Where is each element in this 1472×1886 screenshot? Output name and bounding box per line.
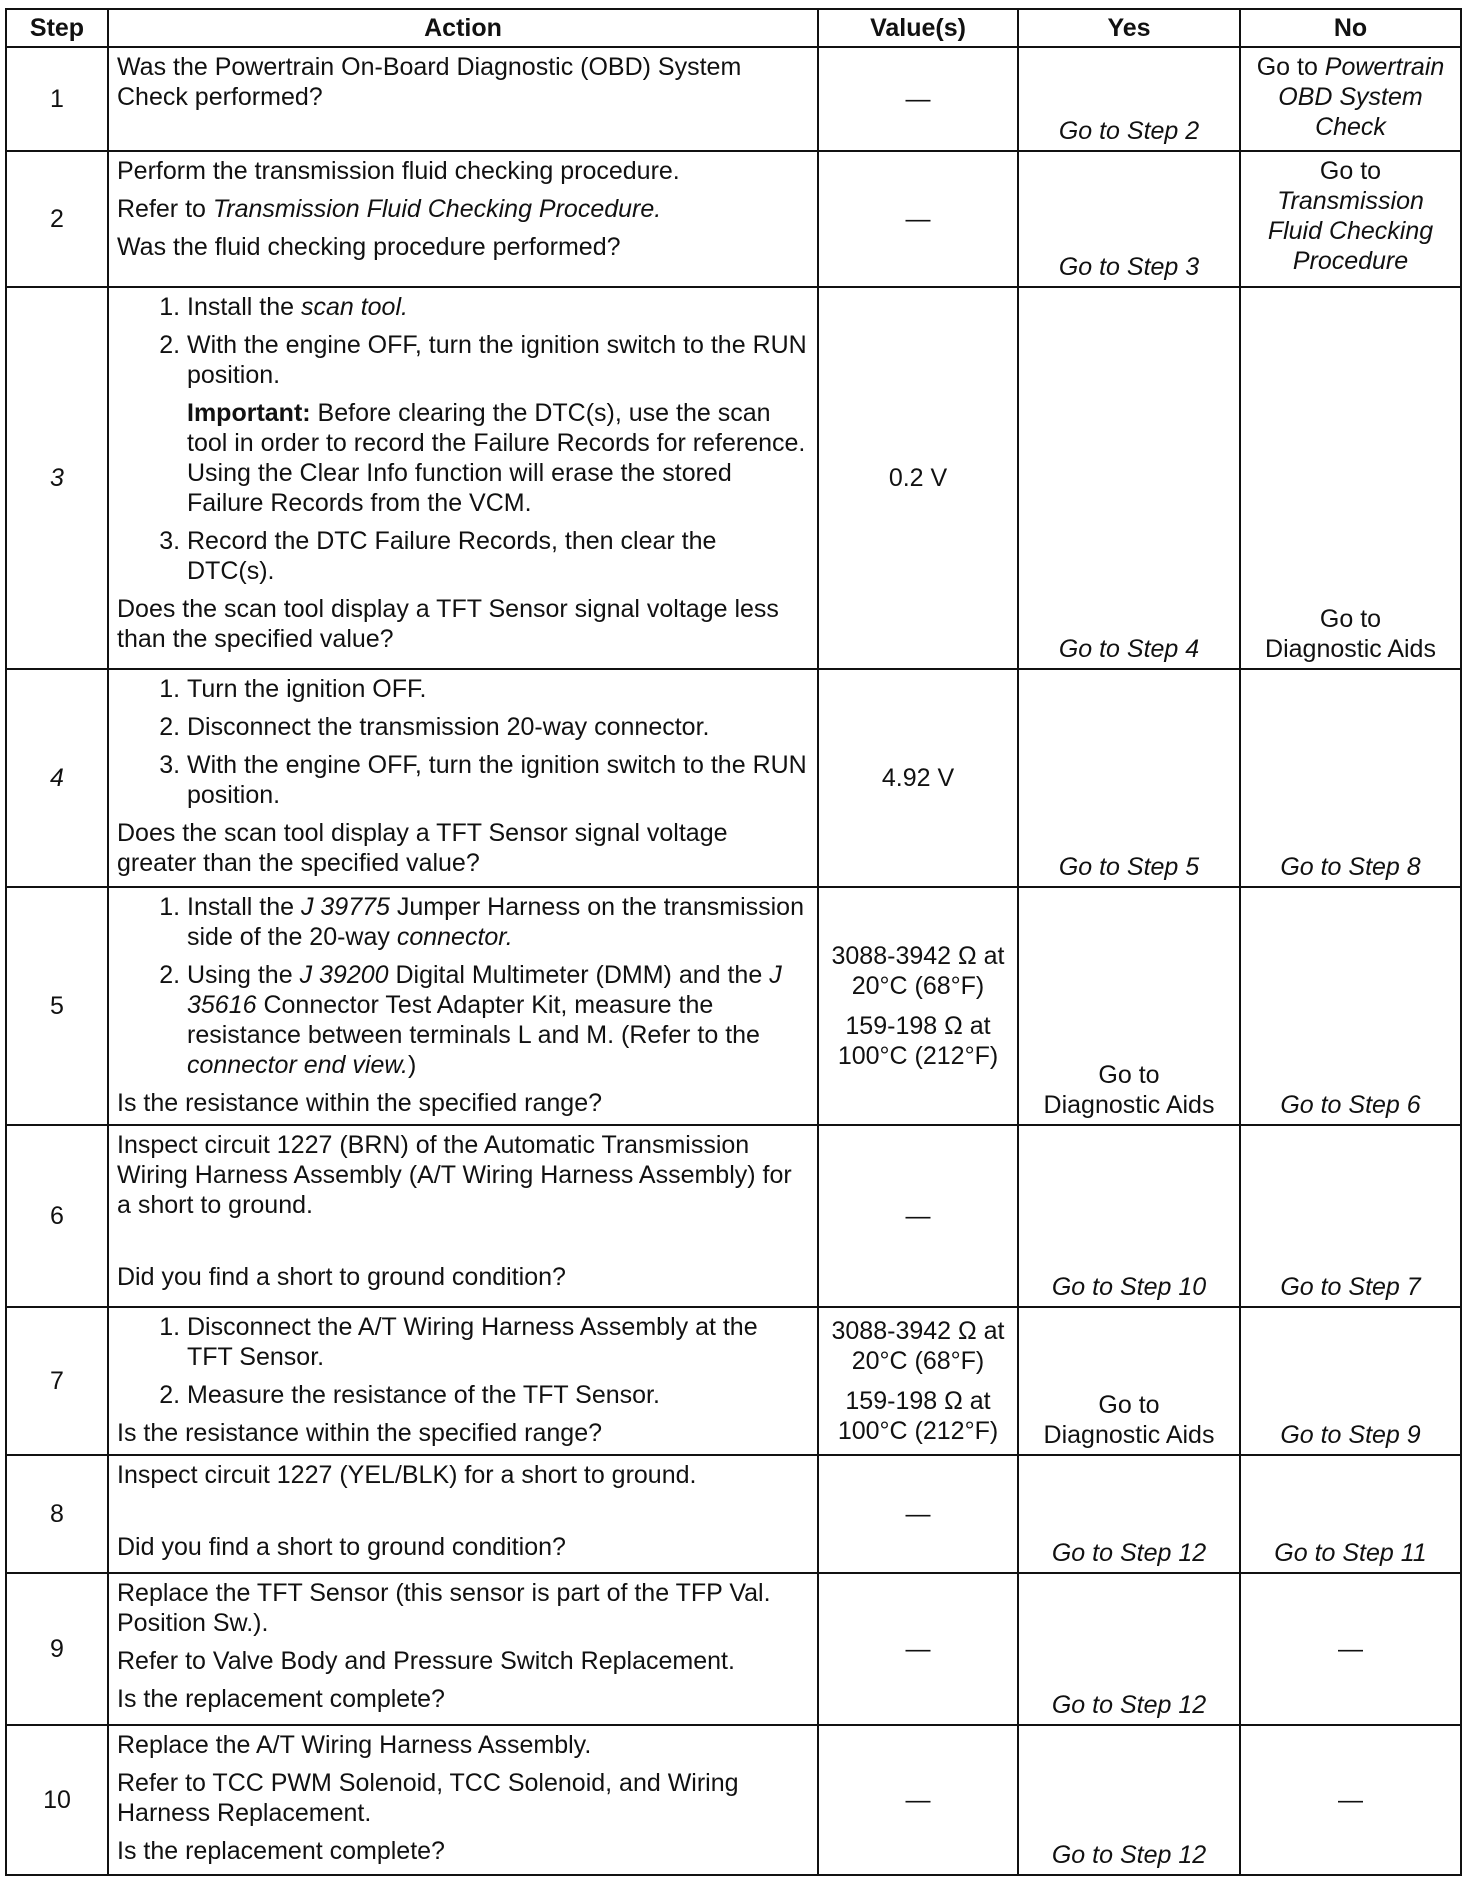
header-action: Action <box>108 9 818 47</box>
value-cell: 0.2 V <box>818 287 1018 669</box>
list-item-ref: connector. <box>396 923 513 951</box>
action-question: Does the scan tool display a TFT Sensor signal voltage less than the specified value? <box>117 595 779 653</box>
tool-ref: J 39200 <box>299 961 389 989</box>
no-text-link: Transmission Fluid Checking Procedure <box>1267 187 1434 275</box>
header-yes: Yes <box>1018 9 1240 47</box>
action-list <box>117 526 809 586</box>
step-number: 3 <box>6 287 108 669</box>
header-row <box>6 9 1461 47</box>
table-row <box>6 1725 1461 1875</box>
yes-cell: Go to Step 10 <box>1018 1125 1240 1307</box>
important-text: Before clearing the DTC(s), use the scan tool in order to record the Failure Records for reference. Using the Clear Info function will erase the stored Failure Records from the VCM. <box>187 399 806 517</box>
list-item-ref: scan tool. <box>300 293 408 321</box>
yes-cell: Go to Step 12 <box>1018 1573 1240 1725</box>
action-question: Is the replacement complete? <box>117 1837 445 1865</box>
table-row <box>6 1125 1461 1307</box>
table-row <box>6 1573 1461 1725</box>
yes-cell <box>1018 887 1240 1125</box>
header-no: No <box>1240 9 1461 47</box>
action-text: Refer to TCC PWM Solenoid, TCC Solenoid, and Wiring Harness Replacement. <box>117 1769 739 1827</box>
yes-text-plain: Go to <box>1098 1391 1160 1419</box>
action-question: Did you find a short to ground condition? <box>117 1263 566 1291</box>
no-text-plain: Go to <box>1319 157 1382 185</box>
action-text-plain: Refer to <box>117 195 213 223</box>
list-item <box>187 960 809 1080</box>
header-step: Step <box>6 9 108 47</box>
no-text-link: Diagnostic Aids <box>1265 635 1436 663</box>
list-item: 3. Record the DTC Failure Records, then clear the DTC(s). <box>187 526 809 586</box>
action-question: Is the resistance within the specified range? <box>117 1419 602 1447</box>
yes-cell: Go to Step 12 <box>1018 1455 1240 1573</box>
no-text-link: Powertrain OBD System Check <box>1278 53 1445 141</box>
value-cell: — <box>818 1125 1018 1307</box>
yes-cell: Go to Step 3 <box>1018 151 1240 287</box>
action-cell <box>108 1307 818 1455</box>
yes-text-plain: Go to <box>1098 1061 1160 1089</box>
action-cell <box>108 1125 818 1307</box>
no-cell <box>1240 47 1461 151</box>
list-item <box>187 292 809 322</box>
action-text-ref: Transmission Fluid Checking Procedure. <box>212 195 662 223</box>
list-item: 1. Turn the ignition OFF. <box>187 674 809 704</box>
action-cell <box>108 1455 818 1573</box>
table-row <box>6 47 1461 151</box>
list-item-text: ) <box>407 1051 417 1079</box>
list-item: 3. With the engine OFF, turn the ignition switch to the RUN position. <box>187 750 809 810</box>
list-item-text: Install the <box>187 893 301 921</box>
action-text: Was the Powertrain On-Board Diagnostic (OBD) System Check performed? <box>117 53 742 111</box>
table-row <box>6 287 1461 669</box>
action-list <box>117 292 809 390</box>
no-cell: Go to Step 9 <box>1240 1307 1461 1455</box>
yes-text-link: Diagnostic Aids <box>1043 1091 1215 1119</box>
action-text <box>117 194 809 224</box>
yes-text-link: Diagnostic Aids <box>1043 1421 1215 1449</box>
no-cell: Go to Step 11 <box>1240 1455 1461 1573</box>
header-values: Value(s) <box>818 9 1018 47</box>
yes-cell: Go to Step 5 <box>1018 669 1240 887</box>
action-question: Is the resistance within the specified range? <box>117 1089 602 1117</box>
step-number: 1 <box>6 47 108 151</box>
no-cell: — <box>1240 1573 1461 1725</box>
value-cell: 4.92 V <box>818 669 1018 887</box>
no-cell <box>1240 151 1461 287</box>
list-item-text: Digital Multimeter (DMM) and the <box>388 961 770 989</box>
table-row <box>6 151 1461 287</box>
value-cell: — <box>818 1725 1018 1875</box>
value-cell <box>818 887 1018 1125</box>
no-text-plain: Go to <box>1319 605 1382 633</box>
no-cell: Go to Step 6 <box>1240 887 1461 1125</box>
value-cell: — <box>818 151 1018 287</box>
no-cell: — <box>1240 1725 1461 1875</box>
no-cell: Go to Step 7 <box>1240 1125 1461 1307</box>
spacer <box>117 1228 809 1262</box>
action-text: Perform the transmission fluid checking procedure. <box>117 157 680 185</box>
tool-ref: J 35616 <box>187 961 782 1019</box>
action-question: Is the replacement complete? <box>117 1685 445 1713</box>
no-text-plain: Go to <box>1256 53 1325 81</box>
value-cell: — <box>818 1573 1018 1725</box>
table-row <box>6 887 1461 1125</box>
table-row <box>6 1307 1461 1455</box>
action-list <box>117 892 809 1080</box>
list-item-text: Install the <box>187 293 301 321</box>
yes-cell: Go to Step 12 <box>1018 1725 1240 1875</box>
important-note <box>187 398 809 518</box>
step-number: 6 <box>6 1125 108 1307</box>
list-item-ref: connector end view. <box>187 1051 408 1079</box>
list-item-text: Jumper Harness on the transmission side of the 20-way <box>187 893 804 951</box>
diagnostic-table-wrapper <box>5 8 1460 1876</box>
list-item-text: Connector Test Adapter Kit, measure the resistance between terminals L and M. (Refer to the <box>187 991 760 1049</box>
step-number: 5 <box>6 887 108 1125</box>
action-question: Does the scan tool display a TFT Sensor signal voltage greater than the specified value? <box>117 819 728 877</box>
action-question: Was the fluid checking procedure performed? <box>117 233 621 261</box>
value-cell: — <box>818 47 1018 151</box>
action-text: Replace the A/T Wiring Harness Assembly. <box>117 1731 592 1759</box>
yes-cell <box>1018 1307 1240 1455</box>
value-line: 3088-3942 Ω at 20°C (68°F) <box>831 1317 1005 1375</box>
list-item: 2. Disconnect the transmission 20-way connector. <box>187 712 809 742</box>
action-cell <box>108 887 818 1125</box>
tool-ref: J 39775 <box>300 893 390 921</box>
no-cell: Go to Step 8 <box>1240 669 1461 887</box>
list-item: 2. With the engine OFF, turn the ignition switch to the RUN position. <box>187 330 809 390</box>
action-list <box>117 674 809 810</box>
table-row <box>6 1455 1461 1573</box>
list-item: 2. Measure the resistance of the TFT Sensor. <box>187 1380 809 1410</box>
value-line: 159-198 Ω at 100°C (212°F) <box>837 1012 999 1070</box>
yes-cell: Go to Step 2 <box>1018 47 1240 151</box>
value-cell: — <box>818 1455 1018 1573</box>
step-number: 2 <box>6 151 108 287</box>
list-item-text: Using the <box>187 961 300 989</box>
list-item <box>187 892 809 952</box>
action-cell <box>108 1725 818 1875</box>
action-text: Replace the TFT Sensor (this sensor is part of the TFP Val. Position Sw.). <box>117 1579 771 1637</box>
action-text: Inspect circuit 1227 (YEL/BLK) for a short to ground. <box>117 1461 697 1489</box>
action-cell <box>108 669 818 887</box>
step-number: 4 <box>6 669 108 887</box>
action-text: Inspect circuit 1227 (BRN) of the Automatic Transmission Wiring Harness Assembly (A/T Wiring Harness Assembly) for a short to ground. <box>117 1131 792 1219</box>
step-number: 7 <box>6 1307 108 1455</box>
action-cell <box>108 47 818 151</box>
spacer <box>117 1498 809 1532</box>
step-number: 10 <box>6 1725 108 1875</box>
step-number: 8 <box>6 1455 108 1573</box>
important-label: Important: <box>187 399 311 427</box>
action-cell <box>108 1573 818 1725</box>
value-cell <box>818 1307 1018 1455</box>
action-text: Refer to Valve Body and Pressure Switch Replacement. <box>117 1647 735 1675</box>
list-item: 1. Disconnect the A/T Wiring Harness Assembly at the TFT Sensor. <box>187 1312 809 1372</box>
action-list <box>117 1312 809 1410</box>
action-cell <box>108 151 818 287</box>
table-row <box>6 669 1461 887</box>
diagnostic-table <box>5 8 1462 1876</box>
yes-cell: Go to Step 4 <box>1018 287 1240 669</box>
value-line: 159-198 Ω at 100°C (212°F) <box>837 1387 999 1445</box>
action-question: Did you find a short to ground condition? <box>117 1533 566 1561</box>
no-cell <box>1240 287 1461 669</box>
value-line: 3088-3942 Ω at 20°C (68°F) <box>831 942 1005 1000</box>
action-cell <box>108 287 818 669</box>
step-number: 9 <box>6 1573 108 1725</box>
